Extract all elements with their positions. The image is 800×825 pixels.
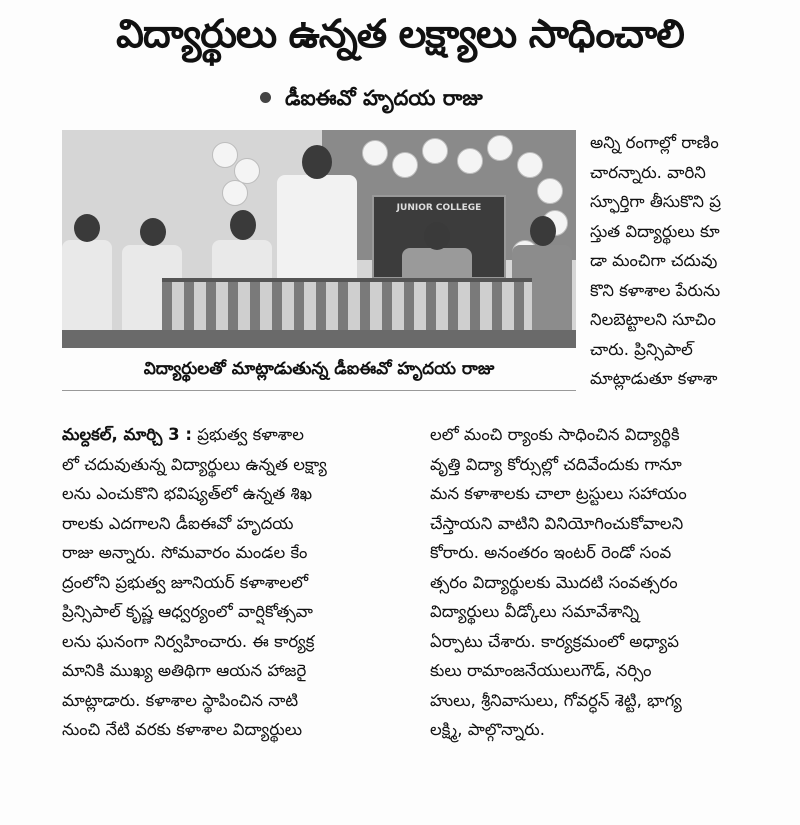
article-subheadline — [260, 80, 600, 116]
subheadline-text: డీఐఈవో హృదయ రాజు — [285, 86, 483, 110]
text-line: హులు, శ్రీనివాసులు, గోవర్ధన్ శెట్టి, భాగ్య — [430, 690, 682, 710]
photo-banner-text: JUNIOR COLLEGE — [396, 203, 482, 213]
text-line: మన కళాశాలకు చాలా ట్రస్టులు సహాయం — [430, 484, 687, 503]
text-line: మాట్లాడారు. కళాశాల స్థాపించిన నాటి — [62, 690, 299, 710]
text-line: చేస్తాయని వాటిని వినియోగించుకోవాలని — [430, 513, 684, 533]
text-line: లలో మంచి ర్యాంకు సాధించిన విద్యార్థికి — [430, 425, 680, 444]
text-line: లో చదువుతున్న విద్యార్థులు ఉన్నత లక్ష్యా — [62, 454, 327, 474]
text-line: రాలకు ఎదగాలని డీఐఈవో హృదయ — [62, 513, 294, 533]
article-left-column — [62, 420, 402, 745]
text-line: కోరారు. అనంతరం ఇంటర్ రెండో సంవ — [430, 543, 672, 562]
text-line: లక్ష్మి, పాల్గొన్నారు. — [430, 720, 545, 739]
text-line: స్ఫూర్తిగా తీసుకొని ప్ర — [590, 192, 721, 211]
text-line: కొని కళాశాల పేరును — [590, 280, 721, 300]
text-line: త్సరం విద్యార్థులకు మొదటి సంవత్సరం — [430, 572, 678, 592]
article-right-column — [590, 128, 790, 394]
text-line: అన్ని రంగాల్లో రాణిం — [590, 133, 719, 152]
bullet-icon — [260, 92, 271, 103]
text-line: మాట్లాడుతూ కళాశా — [590, 369, 718, 388]
text-line: ప్రభుత్వ కళాశాల — [197, 425, 304, 444]
text-line: లను ఎంచుకొని భవిష్యత్‌లో ఉన్నత శిఖ — [62, 484, 313, 503]
text-line: స్తుత విద్యార్థులు కూ — [590, 221, 720, 241]
text-line: విద్యార్థులు వీడ్కోలు సమావేశాన్ని — [430, 602, 640, 621]
article-dateline: మల్దకల్, మార్చి 3 : — [62, 425, 192, 444]
text-line: ద్రంలోని ప్రభుత్వ జూనియర్ కళాశాలలో — [62, 572, 309, 592]
text-line: నిలబెట్టాలని సూచిం — [590, 310, 716, 329]
photo-caption: విద్యార్థులతో మాట్లాడుతున్న డీఐఈవో హృదయ రాజు — [143, 359, 495, 379]
text-line: చారన్నారు. వారిని — [590, 162, 706, 182]
text-line: మానికి ముఖ్య అతిథిగా ఆయన హాజరై — [62, 661, 307, 680]
text-line: ఏర్పాటు చేశారు. కార్యక్రమంలో అధ్యాప — [430, 631, 679, 651]
caption-divider — [62, 390, 576, 391]
article-photo — [62, 130, 576, 348]
article-middle-column — [430, 420, 775, 745]
text-line: కులు రామాంజనేయులుగౌడ్, నర్సిం — [430, 661, 652, 680]
article-headline: విద్యార్థులు ఉన్నత లక్ష్యాలు సాధించాలి — [116, 12, 684, 57]
text-line: ప్రిన్సిపాల్ కృష్ణ ఆధ్వర్యంలో వార్షికోత్సవా — [62, 602, 313, 621]
text-line: నుంచి నేటి వరకు కళాశాల విద్యార్థులు — [62, 720, 303, 739]
text-line: రాజు అన్నారు. సోమవారం మండల కేం — [62, 543, 308, 562]
text-line: డా మంచిగా చదువు — [590, 251, 718, 270]
text-line: లను ఘనంగా నిర్వహించారు. ఈ కార్యక్ర — [62, 631, 315, 651]
text-line: చారు. ప్రిన్సిపాల్ — [590, 339, 693, 359]
text-line: వృత్తి విద్యా కోర్సుల్లో చదివేందుకు గానూ — [430, 454, 682, 474]
